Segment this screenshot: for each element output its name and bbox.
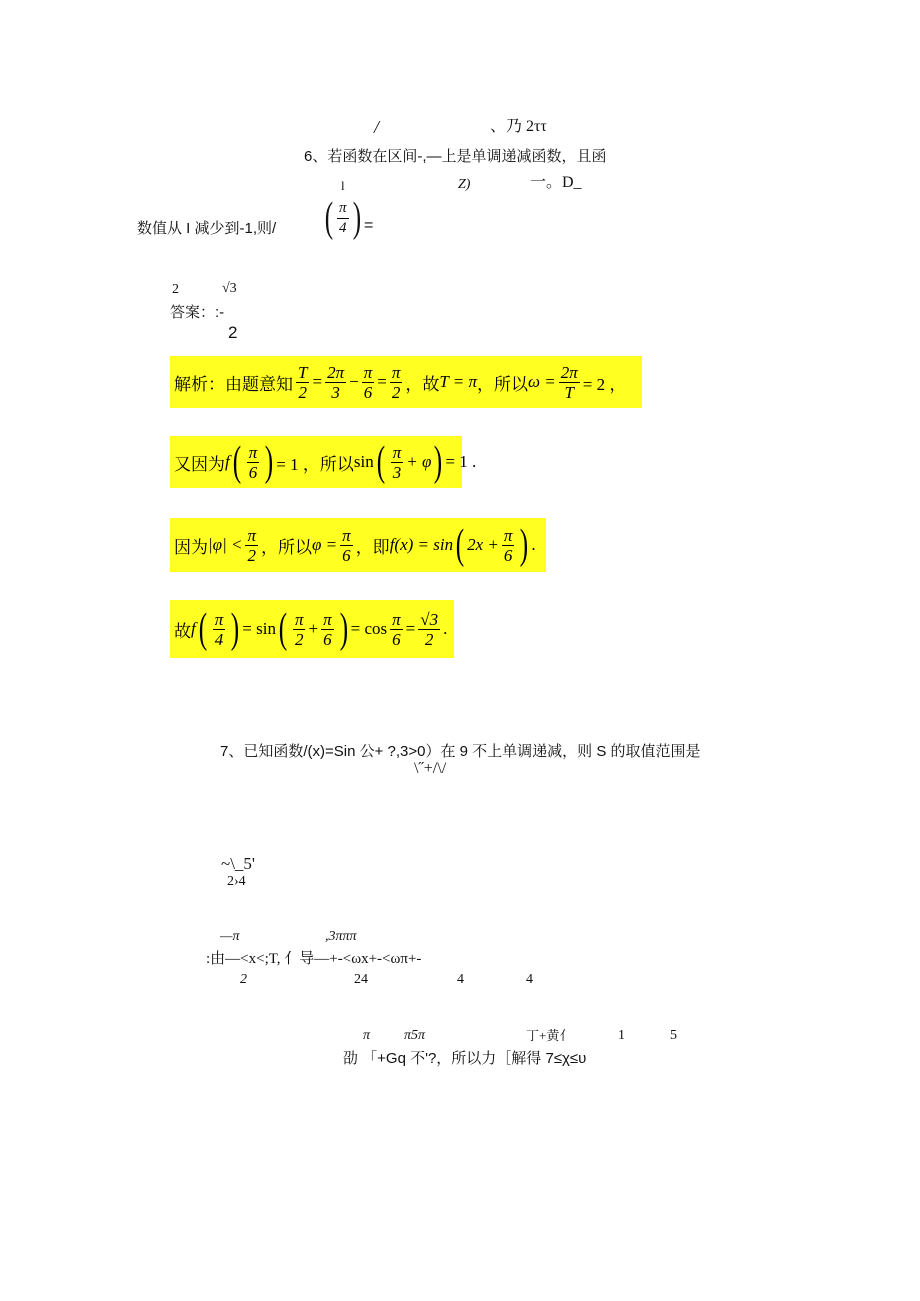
top-right-fragment: 、乃 2ττ [490, 118, 547, 135]
frac-num: π [503, 525, 513, 545]
q7-sol-top-right: ,3πππ [325, 929, 357, 944]
frac-den: 4 [214, 629, 224, 649]
math-segment: |φ| < [208, 535, 243, 554]
math-segment: = cos [350, 619, 388, 638]
q7-end-top-mid: 丁+黄⺅ [526, 1028, 573, 1043]
math-segment: + φ [406, 452, 432, 471]
q6-equals: = [364, 217, 374, 234]
math-segment: . [443, 619, 448, 638]
q7-end-top-pi5pi: π5π [404, 1028, 426, 1043]
frac-den: T [564, 382, 574, 402]
q7-end-top-5: 5 [670, 1028, 677, 1043]
frac-den: 2 [247, 545, 256, 565]
frac-num: 2π [327, 362, 345, 382]
frac-num: π [214, 609, 224, 629]
answer-fragment-2: 2 [172, 282, 179, 297]
q7-sol-bot-4b: 4 [526, 972, 533, 987]
frac-den: 6 [342, 545, 351, 565]
answer-fragment-2b: 2 [228, 323, 238, 342]
math-segment: = 1 ，所以 [276, 454, 354, 474]
frac-num: π [392, 609, 401, 629]
q7-line2: \˝+/\/ [414, 760, 447, 777]
solution-line-1: 解析：由题意知 $\frac{T}{2}$ = $\frac{2\pi}{3}$ − $\frac{\pi}{6}$ = $\frac{\pi}{2}$ ，故 T = π ，所以 ω = $\frac{2\pi}{T}$ = 2 ， [170, 356, 642, 408]
frac-num: π [342, 525, 351, 545]
answer-label: 答案：:- [170, 304, 225, 321]
frac-den: 3 [392, 462, 402, 482]
math-segment: = sin [242, 619, 276, 638]
top-slash: / [374, 117, 380, 137]
math-segment: 2x + [467, 535, 499, 554]
q6-fragment-z: Z) [458, 177, 471, 192]
solution-label: 解析：由题意知 [174, 374, 293, 394]
math-segment: = 2 ， [582, 374, 627, 394]
text-segment: 又因为 [174, 454, 225, 474]
frac-num: π [294, 609, 304, 629]
frac-num: π [337, 199, 349, 219]
frac-den: 6 [323, 629, 332, 649]
frac-den: 2 [294, 629, 304, 649]
frac-num: π [248, 442, 258, 462]
frac-den: 2 [424, 629, 434, 649]
q6-f-pi-over-4: ( $\frac{\pi}{4}$ ) [324, 195, 361, 241]
frac-den: 6 [248, 462, 258, 482]
solution-line-2: 又因为 f ( $\frac{\pi}{6}$ ) = 1 ，所以 sin ( $\frac{\pi}{3}$ + φ ) = 1 . [170, 436, 462, 488]
math-segment: φ = [312, 535, 338, 554]
q7-end-top-pi: π [363, 1028, 371, 1043]
frac-den: 6 [363, 382, 373, 402]
frac-den: 4 [339, 219, 347, 236]
math-segment: + [308, 619, 319, 638]
frac-num: 2π [560, 362, 578, 382]
q6-line2: 数值从 I 减少到-1,则/ [137, 220, 277, 237]
frac-den: 2 [298, 382, 307, 402]
frac-num: π [323, 609, 332, 629]
math-segment: T = π [439, 372, 477, 391]
math-segment: ω = [527, 372, 556, 391]
frac-num: π [247, 525, 257, 545]
q6-line1: 6、若函数在区间-,—上是单调递减函数，且函 [304, 148, 607, 165]
text-segment: ，所以 [261, 537, 313, 557]
frac-den: 3 [331, 382, 340, 402]
q7-sol-top-left: —π [220, 929, 240, 944]
math-segment: f [225, 452, 230, 471]
text-segment: 因为 [174, 537, 208, 557]
q7-sol-bot-24: 24 [354, 972, 368, 987]
q7-option-fragment-2: 2›4 [227, 874, 246, 889]
q7-end-top-1: 1 [618, 1028, 625, 1043]
math-segment: sin [353, 452, 374, 471]
q7-option-fragment: ~\_5' [221, 854, 255, 873]
q6-fragment-d: 一。D_ [530, 174, 582, 191]
text-segment: ，所以 [476, 374, 528, 394]
frac-den: 6 [503, 545, 513, 565]
frac-num: T [298, 362, 308, 382]
frac-den: 6 [392, 629, 401, 649]
math-segment: f(x) = sin [389, 535, 454, 554]
text-segment: 故 [174, 621, 191, 641]
q7-line1: 7、已知函数/(x)=Sin 公+ ?,3>0）在 9 不上单调递减，则 S 的取值范围是 [220, 743, 701, 760]
q7-sol-bot-4a: 4 [457, 972, 464, 987]
q7-end-line: 劭 「+Gq 不'?，所以力［解得 7≤χ≤υ [343, 1050, 587, 1067]
text-segment: ，即 [355, 537, 390, 557]
answer-fragment-sqrt3: √3 [222, 281, 237, 296]
frac-num: √3 [420, 609, 439, 629]
frac-num: π [392, 442, 402, 462]
q6-fragment-l: l [341, 178, 345, 193]
frac-num: π [363, 362, 373, 382]
frac-num: π [391, 362, 401, 382]
text-segment: ，故 [405, 374, 440, 394]
math-segment: . [531, 535, 536, 554]
math-segment: f [191, 619, 196, 638]
math-segment: = 1 . [445, 452, 477, 471]
math-segment: = [405, 619, 416, 638]
frac-den: 2 [391, 382, 401, 402]
q7-sol-main: :由—<x<;T, ⺅导—+-<ωx+-<ωπ+- [206, 951, 422, 967]
solution-line-3: 因为 |φ| < $\frac{\pi}{2}$ ，所以 φ = $\frac{\pi}{6}$ ，即 f(x) = sin ( 2x + $\frac{\pi}{6}$ ) . [170, 518, 546, 572]
solution-line-4: 故 f ( $\frac{\pi}{4}$ ) = sin ( $\frac{\pi}{2}$ + $\frac{\pi}{6}$ ) = cos $\frac{\pi}{6}$ = $\frac{√3}{2}$ . [170, 600, 454, 658]
q7-sol-bot-2: 2 [240, 972, 247, 987]
